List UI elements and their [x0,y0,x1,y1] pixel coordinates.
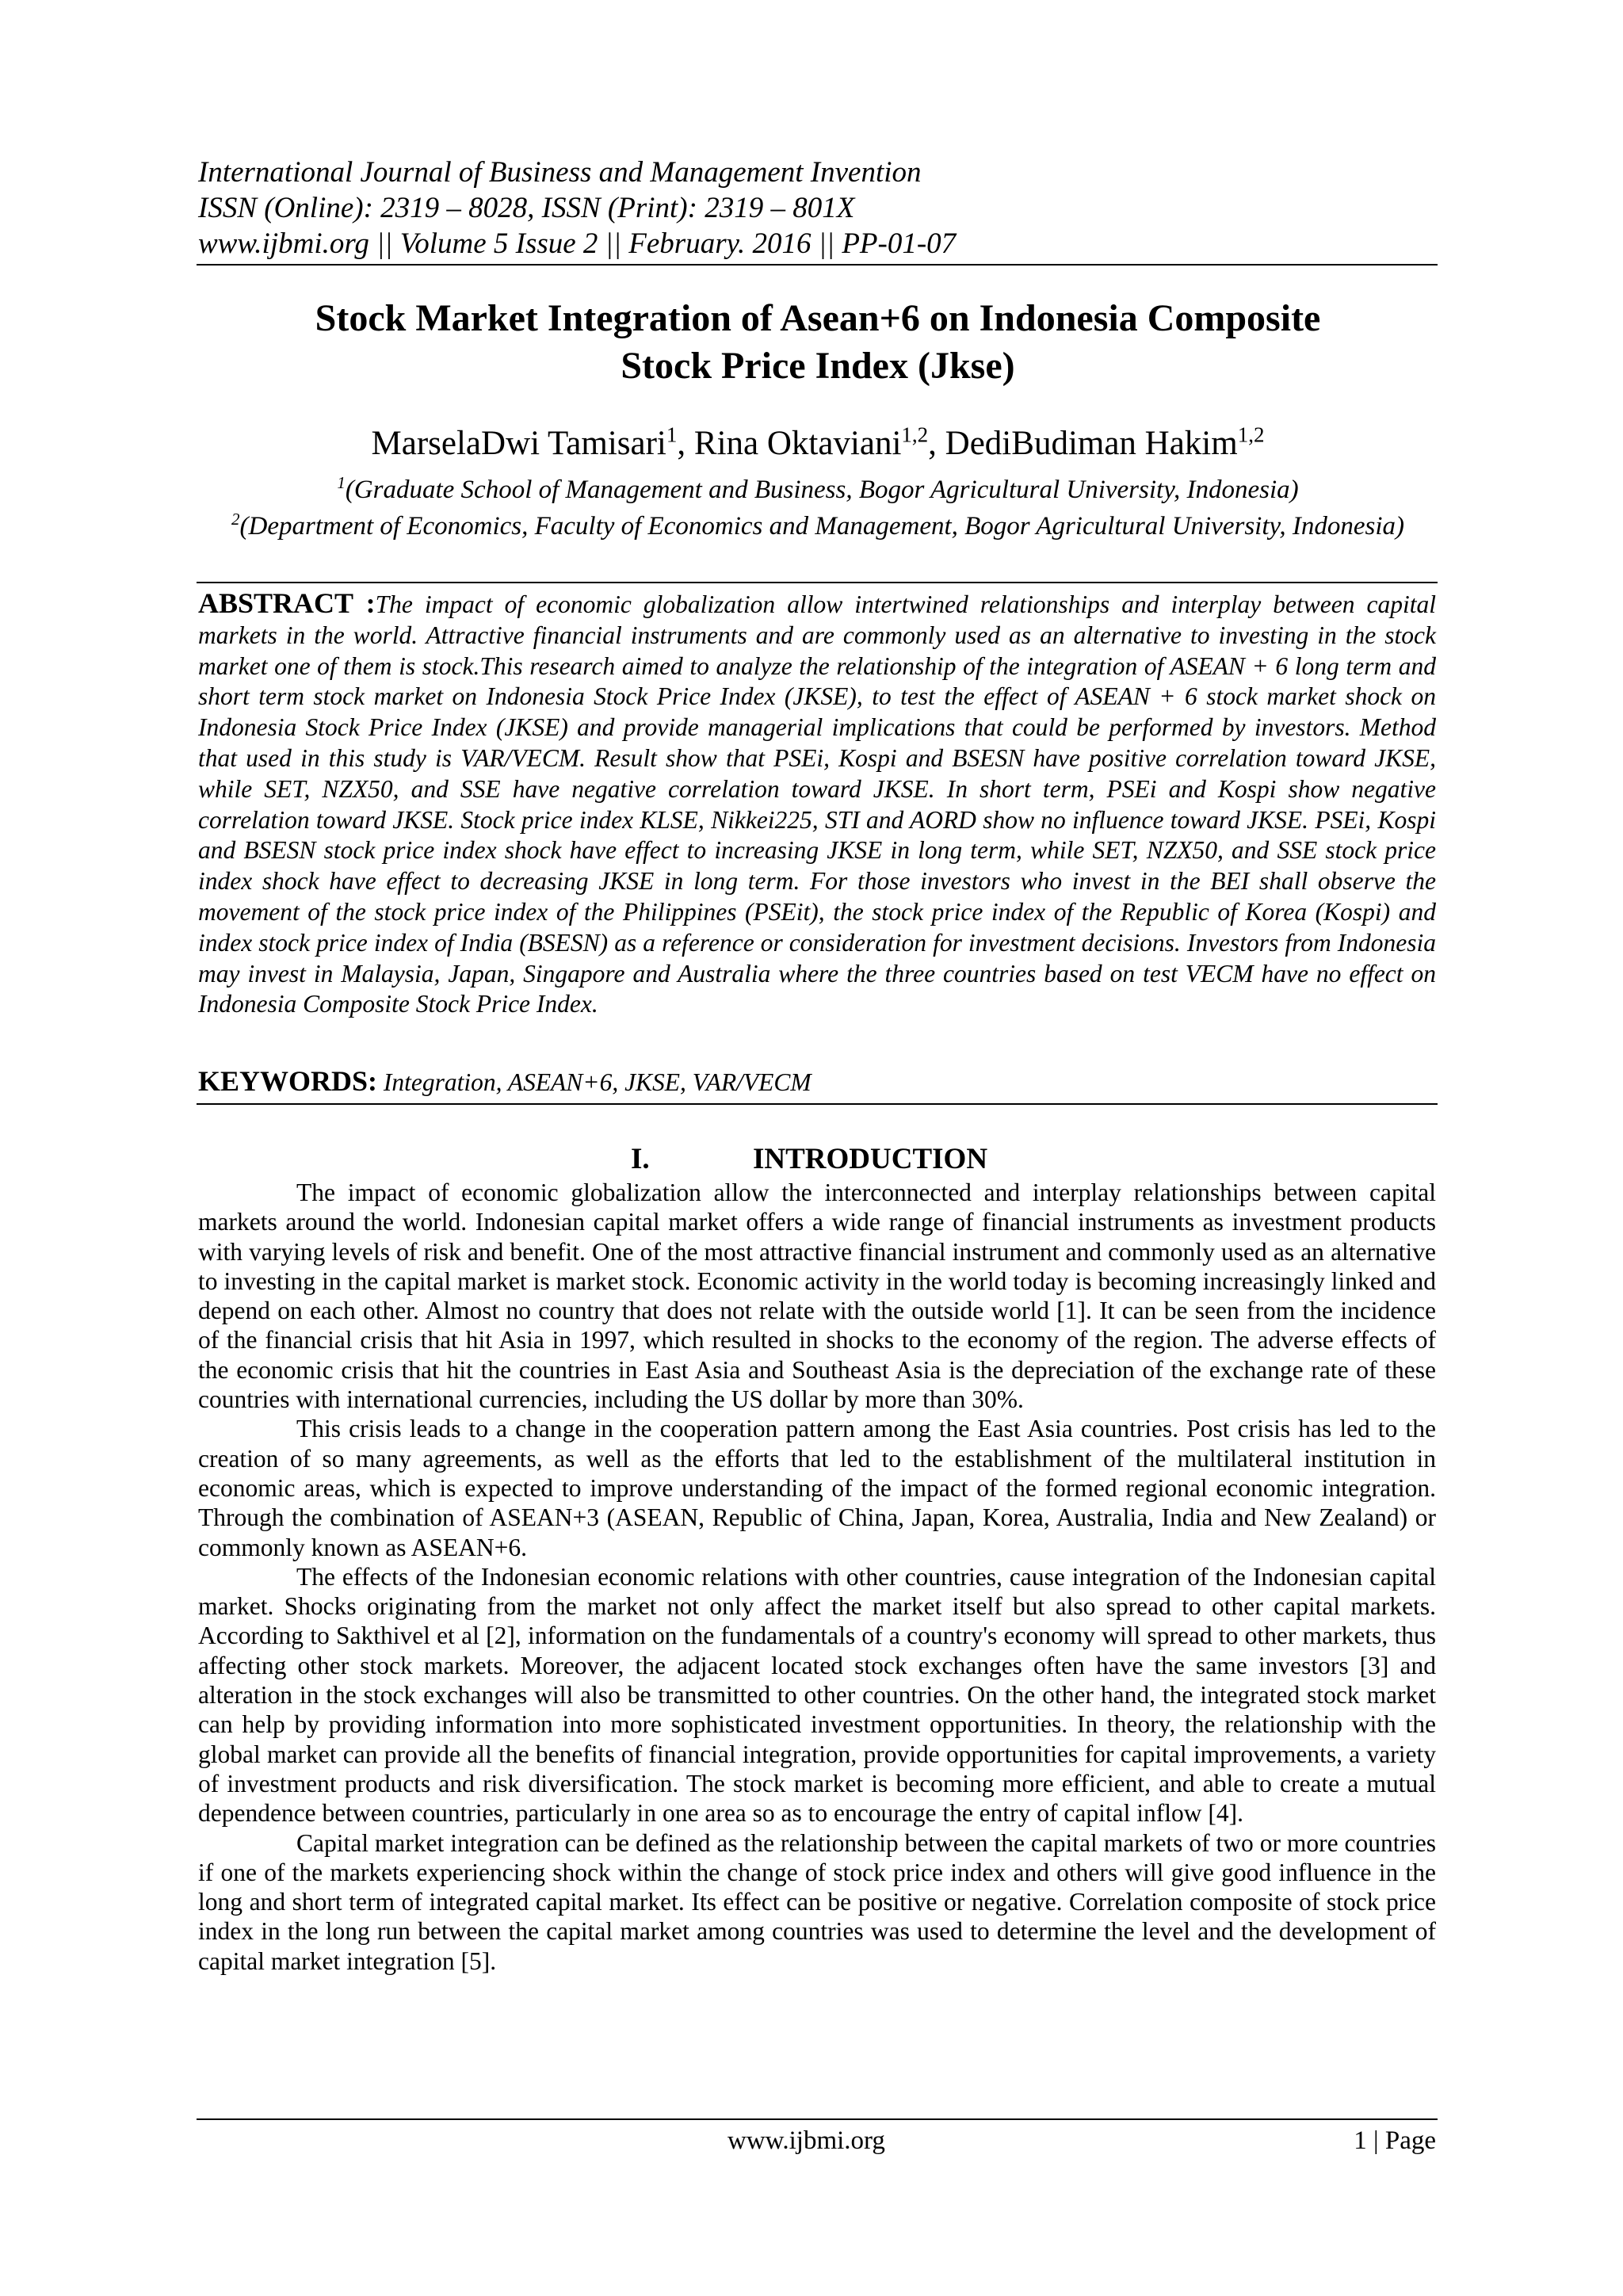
journal-issn: ISSN (Online): 2319 – 8028, ISSN (Print): 2319 – 801X [198,192,855,224]
journal-header [198,155,1434,262]
abstract [198,588,1436,1020]
abstract-label: ABSTRACT : [198,587,376,619]
author-name: , DediBudiman Hakim [928,425,1238,462]
author-affiliation-mark: 1,2 [1237,422,1265,447]
footer-divider [197,2118,1438,2120]
title-line-2: Stock Price Index (Jkse) [621,345,1015,387]
affiliation-2 [158,509,1477,544]
paragraph: The impact of economic globalization allow the interconnected and interplay relationships between capital markets around the world. Indonesian capital market offers a wide range of financial instruments as investment products with varying levels of risk and benefit. One of the most attractive financial instrument and commonly used as an alternative to investing in the capital market is market stock. Economic activity in the world today is becoming increasingly linked and depend on each other. Almost no country that does not relate with the outside world [1]. It can be seen from the incidence of the financial crisis that hit Asia in 1997, which resulted in shocks to the economy of the region. The adverse effects of the economic crisis that hit the countries in East Asia and Southeast Asia is the depreciation of the exchange rate of these countries with international currencies, including the US dollar by more than 30%. [198,1179,1436,1414]
abstract-bottom-divider [197,1103,1438,1105]
keywords-text: Integration, ASEAN+6, JKSE, VAR/VECM [377,1068,812,1096]
page-number: 1 | Page [1354,2126,1436,2155]
affiliation-mark: 1 [337,473,346,492]
affiliation-text: (Graduate School of Management and Business, Bogor Agricultural University, Indonesia) [345,476,1299,504]
title-line-1: Stock Market Integration of Asean+6 on Indonesia Composite [315,297,1321,339]
affiliation-mark: 2 [231,510,240,529]
author-list [158,422,1477,466]
footer-url: www.ijbmi.org [727,2126,885,2155]
journal-issue: www.ijbmi.org || Volume 5 Issue 2 || February. 2016 || PP-01-07 [198,227,957,260]
keywords-label: KEYWORDS: [198,1065,378,1097]
affiliation-text: (Department of Economics, Faculty of Economics and Management, Bogor Agricultural University, Indonesia) [239,512,1404,541]
paper-title [158,295,1477,390]
header-divider [197,264,1438,266]
section-title: INTRODUCTION [753,1143,988,1175]
section-number: I. [631,1143,650,1175]
keywords [198,1065,1436,1098]
journal-name: International Journal of Business and Management Invention [198,156,922,189]
abstract-top-divider [197,582,1438,583]
paragraph: This crisis leads to a change in the cooperation pattern among the East Asia countries. Post crisis has led to the creation of so many agreements, as well as the efforts that led to the establishment of the multilateral institution in economic areas, which is expected to improve understanding of the impact of the formed regional economic integration. Through the combination of ASEAN+3 (ASEAN, Republic of China, Japan, Korea, Australia, India and New Zealand) or commonly known as ASEAN+6. [198,1415,1436,1561]
author-name: MarselaDwi Tamisari [371,425,666,462]
author-affiliation-mark: 1,2 [901,422,929,447]
paragraph: Capital market integration can be defined as the relationship between the capital markets of two or more countries if one of the markets experiencing shock within the change of stock price index and others will give good influence in the long and short term of integrated capital market. Its effect can be positive or negative. Correlation composite of stock price index in the long run between the capital market among countries was used to determine the level and the development of capital market integration [5]. [198,1828,1436,1975]
abstract-text: The impact of economic globalization allow intertwined relationships and interplay between capital markets in the world. Attractive financial instruments and are commonly used as an alternative to investing in the stock market one of them is stock.This research aimed to analyze the relationship of the integration of ASEAN + 6 long term and short term stock market on Indonesia Stock Price Index (JKSE), to test the effect of ASEAN + 6 stock market shock on Indonesia Stock Price Index (JKSE) and provide managerial implications that could be performed by investors. Method that used in this study is VAR/VECM. Result show that PSEi, Kospi and BSESN have positive correlation toward JKSE, while SET, NZX50, and SSE have negative correlation toward JKSE. In short term, PSEi and Kospi show negative correlation toward JKSE. Stock price index KLSE, Nikkei225, STI and AORD show no influence toward JKSE. PSEi, Kospi and BSESN stock price index shock have effect to increasing JKSE in long term, while SET, NZX50, and SSE stock price index shock have effect to decreasing JKSE in long term. For those investors who invest in the BEI shall observe the movement of the stock price index of the Philippines (PSEit), the stock price index of the Republic of Korea (Kospi) and index stock price index of India (BSESN) as a reference or consideration for investment decisions. Investors from Indonesia may invest in Malaysia, Japan, Singapore and Australia where the three countries based on test VECM have no effect on Indonesia Composite Stock Price Index. [198,590,1436,1018]
introduction-body [198,1178,1436,1976]
paragraph: The effects of the Indonesian economic relations with other countries, cause integration of the Indonesian capital market. Shocks originating from the market not only affect the market itself but also spread to other capital markets. According to Sakthivel et al [2], information on the fundamentals of a country's economy will spread to other markets, thus affecting other stock markets. Moreover, the adjacent located stock exchanges often have the same investors [3] and alteration in the stock exchanges will also be transmitted to other countries. On the other hand, the integrated stock market can help by providing information into more sophisticated investment opportunities. In theory, the relationship with the global market can provide all the benefits of financial integration, provide opportunities for capital improvements, a variety of investment products and risk diversification. The stock market is becoming more efficient, and able to create a mutual dependence between countries, particularly in one area so as to encourage the entry of capital inflow [4]. [198,1562,1436,1828]
author-affiliation-mark: 1 [666,422,678,447]
author-name: , Rina Oktaviani [677,425,902,462]
affiliation-1 [158,472,1477,507]
